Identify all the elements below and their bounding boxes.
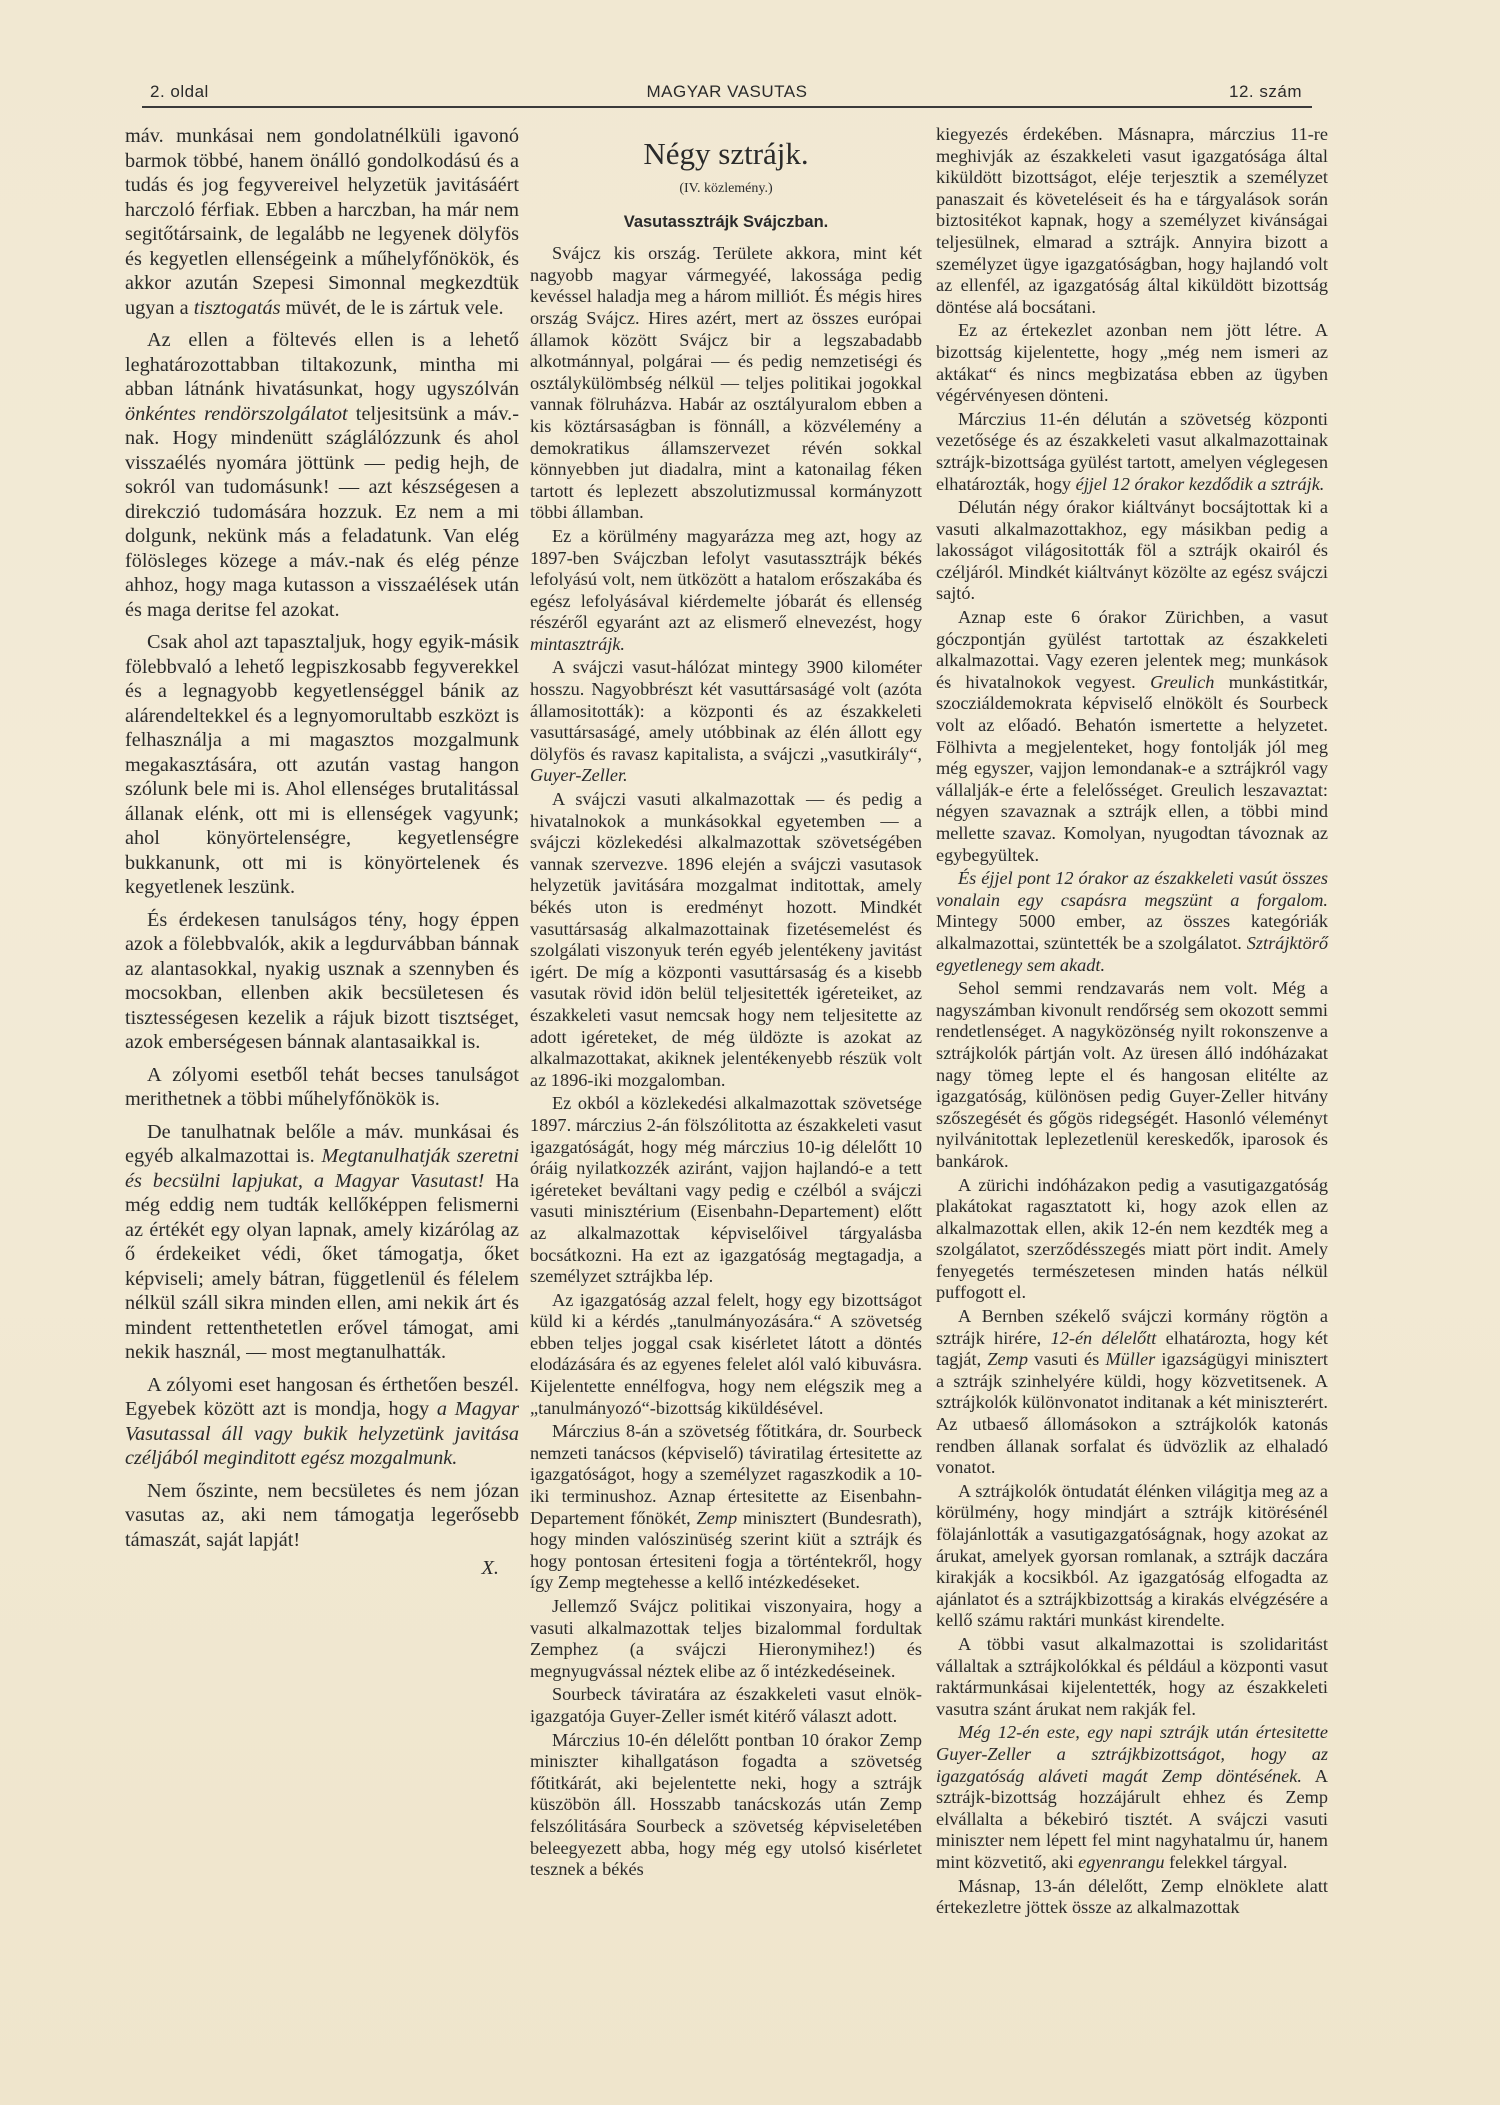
paragraph: Nem őszinte, nem becsületes és nem józan vasutas az, aki nem támogatja legerősebb támaszát, saját lapját!	[125, 1479, 519, 1551]
page-number: 2. oldal	[150, 82, 209, 101]
paragraph: És érdekesen tanulságos tény, hogy éppen azok a fölebbvalók, akik a legdurvábban bánnak az alantasokkal, nyakig usznak a szennyben és mocsokban, ellenben akik becsületesen és tisztességesen kezelik a rájuk bizott tisztséget, azok emberségesen bánnak alantasaikkal is.	[125, 908, 519, 1053]
column-2	[530, 130, 922, 1881]
paragraph: A sztrájkolók öntudatát élénken világitja meg az a körülmény, hogy mindjárt a sztrájk kitörésénél fölajánlották a vasutigazgatóságnak, hogy azokat az árukat, amelyek gyorsan romlanak, a sztrájk daczára kirakják a kocsikból. Az igazgatóság elfogadta az ajánlatot és a sztrájkbizottság a kirakás elvégzésére a kellő számu raktári munkást kirendelte.	[936, 1480, 1328, 1631]
paragraph: Ez az értekezlet azonban nem jött létre. A bizottság kijelentette, hogy „még nem ismeri az aktákat“ és nincs megbizatása ebben az ügyben végérvényesen dönteni.	[936, 320, 1328, 406]
issue-number: 12. szám	[1229, 82, 1302, 101]
paragraph: A többi vasut alkalmazottai is szolidaritást vállaltak a sztrájkolókkal és például a központi vasut raktármunkásai kijelentették, hogy az északkeleti vasutra szánt árukat nem rakják fel.	[936, 1633, 1328, 1719]
paragraph: A zólyomi esetből tehát becses tanulságot merithetnek a többi műhelyfőnökök is.	[125, 1063, 519, 1110]
paragraph: Az ellen a föltevés ellen is a lehető leghatározottabban tiltakozunk, mintha mi abban látnánk hivatásunkat, hogy ugyszólván önkéntes rendörszolgálatot teljesitsünk a máv.-nak. Hogy mindenütt száglálózzunk és ahol visszaélés nyomára jöttünk — pedig hejh, de sokról van tudomásunk! — azt készségesen a direkczió tudomására hozzuk. Ez nem a mi dolgunk, nekünk más a feladatunk. Van elég fölösleges közege a máv.-nak és elég pénze ahhoz, hogy maga kutasson a visszaélések után és maga deritse fel azokat.	[125, 329, 519, 621]
paragraph: De tanulhatnak belőle a máv. munkásai és egyéb alkalmazottai is. Megtanulhatják szeretni és becsülni lapjukat, a Magyar Vasutast! Ha még eddig nem tudták kellőképpen felismerni az értékét egy olyan lapnak, amely kizárólag az ő érdekeiket védi, őket támogatja, őket képviseli; amely bátran, függetlenül és félelem nélkül száll sikra minden ellen, ami nekik árt és mindent rettenthetetlen erővel támogat, ami nekik használ, — most megtanulhatták.	[125, 1120, 519, 1363]
paragraph: A zólyomi eset hangosan és érthetően beszél. Egyebek között azt is mondja, hogy a Magyar Vasutassal áll vagy bukik helyzetünk javitása czéljából meginditott egész mozgalmunk.	[125, 1373, 520, 1469]
paragraph: Ez okból a közlekedési alkalmazottak szövetsége 1897. márczius 2-án fölszólitotta az északkeleti vasut igazgatóságát, hogy még márczius 10-ig délelőtt 10 óráig nyilatkozzék aziránt, vajjon hajlandó-e a tett igéreteket beváltani vagy pedig e czélból a svájczi vasuti minisztérium (Eisenbahn-Departement) előtt az alkalmazottak képviselőivel tárgyalásba bocsátkozni. Ha ezt az igazgatóság megtagadja, a személyzet sztrájkba lép.	[530, 1093, 922, 1287]
paragraph: Márczius 10-én délelőtt pontban 10 órakor Zemp miniszter kihallgatáson fogadta a szövetség főtitkárát, aki bejelentette neki, hogy a sztrájk küszöbön áll. Hosszabb tanácskozás után Zemp felszólitására Sourbeck a szövetség képviseletében beleegyezett abba, hogy még egy utolsó kisérletet tesznek a békés	[530, 1729, 922, 1880]
author-signature: X.	[481, 1557, 499, 1579]
paragraph: Még 12-én este, egy napi sztrájk után értesitette Guyer-Zeller a sztrájkbizottságot, hogy az igazgatóság aláveti magát Zemp döntésének. A sztrájk-bizottság hozzájárult ehhez és Zemp elvállalta a békebiró tisztét. A svájczi vasuti miniszter nem lépett fel mint nagyhatalmu úr, hanem mint közvetitő, aki egyenrangu felekkel tárgyal.	[936, 1722, 1328, 1872]
paragraph: És éjjel pont 12 órakor az északkeleti vasút összes vonalain egy csapásra megszünt a forgalom. Mintegy 5000 ember, az összes kategóriák alkalmazottai, szüntették be a szolgálatot. Sztrájktörő egyetlenegy sem akadt.	[936, 868, 1328, 975]
paragraph: kiegyezés érdekében. Másnapra, márczius 11-re meghivják az északkeleti vasut igazgatósága által kiküldött bizottságot, eléje terjesztik a személyzet panaszait és követeléseit és ha e tárgyalások során biztositékot kapnak, hogy a személyzet kivánságai teljesülnek, elmarad a sztrájk. Annyira bizott a személyzet ügye igazgatóságban, hogy hajlandó volt az ellenfél, az igazgatóság által kiküldött bizottság döntése alá bocsátani.	[936, 124, 1328, 317]
paragraph: Márczius 8-án a szövetség főtitkára, dr. Sourbeck nemzeti tanácsos (képviselő) táviratilag értesitette az igazgatóságot, hogy a személyzet ragaszkodik a 10-iki terminushoz. Aznap értesitette az Eisenbahn-Departement főnökét, Zemp minisztert (Bundesrath), hogy minden valószinüség szerint kiüt a sztrájk és hogy pontosan értesiteni fogja a történtekről, hogy így Zemp megtehesse a kellő intézkedéseket.	[530, 1421, 922, 1593]
article-title: Négy sztrájk.	[643, 136, 809, 171]
paragraph: Svájcz kis ország. Területe akkora, mint két nagyobb magyar vármegyéé, lakossága pedig kevéssel haladja meg a három milliót. És mégis hires ország Svájcz. Hires azért, mert az összes európai államok között Svájcz bir a legszabadabb alkotmánnyal, polgárai — és pedig nemzetiségi és osztálykülömbség nélkül — teljes politikai jogokkal vannak fölruházva. Habár az osztályuralom ebben a kis köztársaságban is fönnáll, a közvélemény a demokratikus államszervezet révén sokkal könnyebben jut diadalra, mint a katonailag féken tartott és leplezett abszolutizmussal kormányzott többi államban.	[530, 243, 922, 523]
paragraph: Ez a körülmény magyarázza meg azt, hogy az 1897-ben Svájczban lefolyt vasutassztrájk békés lefolyású volt, nem ütközött a hatalom erőszakába és egész lefolyásával kiérdemelte jóbarát és ellenség részéről egyaránt azt az elismerő elnevezést, hogy mintasztrájk.	[530, 525, 922, 654]
paragraph: Az igazgatóság azzal felelt, hogy egy bizottságot küld ki a kérdés „tanulmányozására.“ A szövetség ebben teljes joggal csak kisérletet látott a döntés elodázására és az egyenes felelet alól való kibuvásra. Kijelentette ennélfogva, hogy nem elégszik meg a „tanulmányozó“-bizottság kiküldésével.	[530, 1289, 922, 1418]
paragraph: A Bernben székelő svájczi kormány rögtön a sztrájk hirére, 12-én délelőtt elhatározta, hogy két tagját, Zemp vasuti és Müller igazságügyi minisztert a sztrájk szinhelyére küldi, hogy közvetitsenek. A sztrájkolók különvonatot inditanak a két miniszterért. Az utbaeső állomásokon a sztrájkolók katonás rendben állanak sorfalat és üdvözlik az elhaladó vonatot.	[936, 1306, 1328, 1478]
paragraph: Sourbeck táviratára az északkeleti vasut elnök-igazgatója Guyer-Zeller ismét kitérő választ adott.	[530, 1684, 922, 1726]
column-3	[936, 124, 1328, 1919]
column-1	[125, 124, 519, 1581]
paragraph: Jellemző Svájcz politikai viszonyaira, hogy a vasuti alkalmazottak teljes bizalommal fordultak Zemphez (a svájczi Hieronymihez!) és megnyugvással néztek elibe az ő intézkedéseinek.	[530, 1596, 922, 1681]
paragraph: Másnap, 13-án délelőtt, Zemp elnöklete alatt értekezletre jöttek össze az alkalmazottak	[936, 1875, 1328, 1918]
paragraph: Márczius 11-én délután a szövetség központi vezetősége és az északkeleti vasut alkalmazottainak sztrájk-bizottsága gyülést tartott, amelyen véglegesen elhatározták, hogy éjjel 12 órakor kezdődik a sztrájk.	[936, 408, 1328, 494]
paragraph: A zürichi indóházakon pedig a vasutigazgatóság plakátokat ragasztatott ki, hogy azok ellen az alkalmazottak ellen, akik 12-én nem kezdték meg a szolgálatot, szerződésszegés miatt pört indit. Amely fenyegetés természetesen minden hatás nélkül puffogott el.	[936, 1174, 1328, 1303]
paragraph: A svájczi vasuti alkalmazottak — és pedig a hivatalnokok a munkásokkal egyetemben — a svájczi közlekedési alkalmazottak szövetségében vannak szervezve. 1896 elején a svájczi vasutasok helyzetük javitására mozgalmat inditottak, amely békés uton is eredményt hozott. Mindkét vasuttársaság alkalmazottainak fizetésemelést és szolgálati viszonyuk terén egyéb jelentékeny javitást igért. De míg a központi vasuttársaság és a kisebb vasutak rövid idön belül teljesitették igéreteiket, az északkeleti vasut nemcsak hogy nem teljesitette az adott igéreteket, de még üldözte is azokat az alkalmazottakat, akiknek jelentékenyebb részük volt az 1896-iki mozgalomban.	[530, 789, 922, 1090]
newspaper-name: MAGYAR VASUTAS	[646, 82, 808, 101]
article-subtitle: (IV. közlemény.)	[679, 181, 773, 196]
paragraph: máv. munkásai nem gondolatnélküli igavonó barmok többé, hanem önálló gondolkodású és a tudás és jog fegyvereivel helyzetük javitásáért harczoló férfiak. Ebben a harczban, ha már nem segitőtársaink, de legalább ne legyenek dölyfös és kegyetlen ellenségeink a műhelyfőnökök, és akkor azután Szepesi Simonnal megkezdtük ugyan a tisztogatás müvét, de le is zártuk vele.	[125, 125, 519, 319]
paragraph: A svájczi vasut-hálózat mintegy 3900 kilométer hosszu. Nagyobbrészt két vasuttársaságé volt (azóta államositották): a központi és az északkeleti vasuttársaságé, amely utóbbinak az élén állott egy dölyfös és ravasz kapitalista, a svájczi „vasutkirály“, Guyer-Zeller.	[530, 657, 922, 786]
section-heading: Vasutassztrájk Svájczban.	[623, 212, 829, 231]
paragraph: Sehol semmi rendzavarás nem volt. Még a nagyszámban kivonult rendőrség sem okozott semmi rendetlenséget. A nagyközönség nyilt rokonszenve a sztrájkolók pártján volt. Az üresen álló indóházakat nagy tömeg lepte el és hangosan elitélte az igazgatóság, különösen pedig Guyer-Zeller hitvány szőszegését és gőgös ridegségét. Hasonló véleményt nyilvánitottak leplezetlenül kereskedők, iparosok és bankárok.	[936, 978, 1328, 1171]
paragraph: Aznap este 6 órakor Zürichben, a vasut góczpontján gyülést tartottak az északkeleti alkalmazottai. Vagy ezeren jelentek meg; munkások és hivatalnokok vegyest. Greulich munkástitkár, szocziáldemokrata képviselő elnökölt és Sourbeck volt az előadó. Behatón ismertette a helyzetet. Fölhivta a megjelenteket, hogy fontolják jól meg még egyszer, vajjon lemondanak-e a sztrájkról vagy vállalják-e érte a felelősséget. Greulich leszavaztat: négyen szavaznak a sztrájk ellen, a többi mind mellette szavaz. Komolyan, nyugodtan távoznak az egybegyültek.	[936, 607, 1329, 865]
page-header	[142, 78, 1312, 108]
paragraph: Délután négy órakor kiáltványt bocsájtottak ki a vasuti alkalmazottakhoz, egy másikban pedig a lakosságot világositották föl a sztrájk okairól és czéljáról. Mindkét kiáltványt közölte az egész svájczi sajtó.	[936, 497, 1328, 604]
paragraph: Csak ahol azt tapasztaljuk, hogy egyik-másik fölebbvaló a lehető legpiszkosabb fegyverekkel és a legnagyobb kegyetlenséggel bánik az alárendeltekkel és a legnyomorultabb eszközt is felhasználja a mi magasztos mozgalmunk megakasztására, ott azután vastag hangon szólunk bele mi is. Ahol ellenséges brutalitással állanak elénk, ott mi is ellenségek vagyunk; ahol könyörtelenségre, kegyetlenségre bukkanunk, ott mi is könyörtelenek és kegyetlenek leszünk.	[125, 631, 519, 898]
